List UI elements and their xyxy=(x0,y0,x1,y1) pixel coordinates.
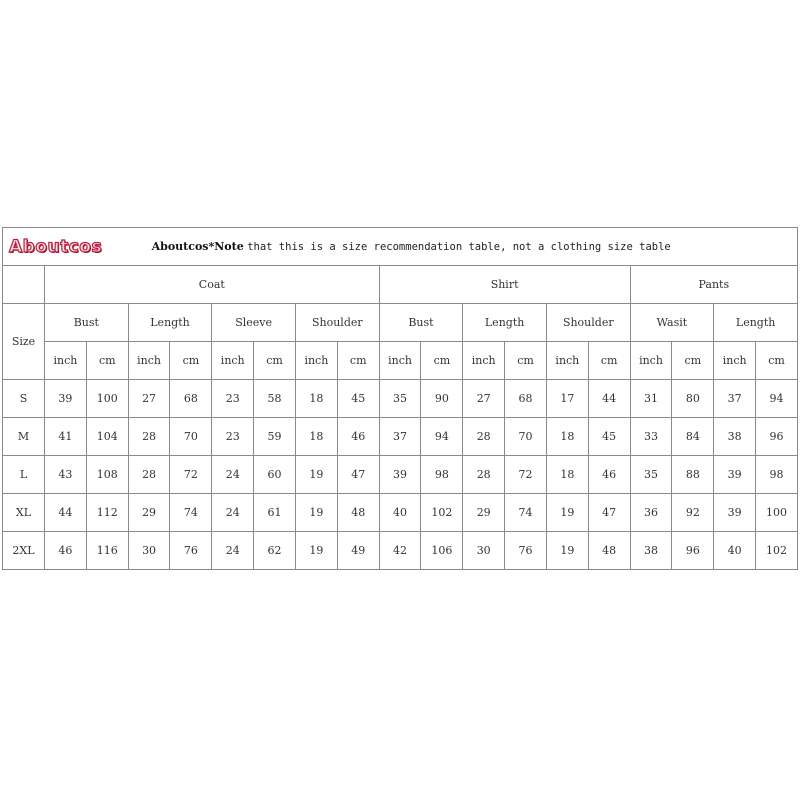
group-coat-header: Coat xyxy=(45,266,380,304)
value-cell: 40 xyxy=(379,494,421,532)
unit-header-inch: inch xyxy=(546,342,588,380)
value-cell: 39 xyxy=(379,456,421,494)
brand-logo: Aboutcos xyxy=(9,236,103,257)
value-cell: 23 xyxy=(212,380,254,418)
value-cell: 47 xyxy=(337,456,379,494)
value-cell: 28 xyxy=(128,418,170,456)
value-cell: 24 xyxy=(212,494,254,532)
table-row xyxy=(3,380,798,418)
value-cell: 88 xyxy=(672,456,714,494)
value-cell: 48 xyxy=(337,494,379,532)
unit-header-cm: cm xyxy=(756,342,798,380)
value-cell: 96 xyxy=(756,418,798,456)
table-row xyxy=(3,532,798,570)
value-cell: 49 xyxy=(337,532,379,570)
value-cell: 59 xyxy=(254,418,296,456)
value-cell: 45 xyxy=(337,380,379,418)
size-column-header: Size xyxy=(3,304,45,380)
value-cell: 28 xyxy=(463,456,505,494)
value-cell: 98 xyxy=(421,456,463,494)
value-cell: 40 xyxy=(714,532,756,570)
table-title-row xyxy=(3,228,798,266)
value-cell: 104 xyxy=(86,418,128,456)
table-title-cell xyxy=(3,228,798,266)
value-cell: 58 xyxy=(254,380,296,418)
size-label-cell: M xyxy=(3,418,45,456)
value-cell: 28 xyxy=(128,456,170,494)
value-cell: 18 xyxy=(546,456,588,494)
unit-header-cm: cm xyxy=(86,342,128,380)
value-cell: 30 xyxy=(463,532,505,570)
unit-header-row xyxy=(3,342,798,380)
group-header-row xyxy=(3,266,798,304)
value-cell: 44 xyxy=(588,380,630,418)
value-cell: 61 xyxy=(254,494,296,532)
size-label-cell: S xyxy=(3,380,45,418)
value-cell: 94 xyxy=(421,418,463,456)
value-cell: 102 xyxy=(421,494,463,532)
value-cell: 62 xyxy=(254,532,296,570)
value-cell: 72 xyxy=(505,456,547,494)
measure-header-shirt-bust: Bust xyxy=(379,304,463,342)
value-cell: 68 xyxy=(170,380,212,418)
value-cell: 19 xyxy=(295,532,337,570)
value-cell: 96 xyxy=(672,532,714,570)
measure-header-coat-sleeve: Sleeve xyxy=(212,304,296,342)
value-cell: 60 xyxy=(254,456,296,494)
unit-header-inch: inch xyxy=(295,342,337,380)
value-cell: 100 xyxy=(756,494,798,532)
table-row xyxy=(3,456,798,494)
value-cell: 35 xyxy=(379,380,421,418)
value-cell: 39 xyxy=(714,456,756,494)
value-cell: 92 xyxy=(672,494,714,532)
value-cell: 17 xyxy=(546,380,588,418)
unit-header-inch: inch xyxy=(630,342,672,380)
measure-header-pants-wasit: Wasit xyxy=(630,304,714,342)
size-label-cell: XL xyxy=(3,494,45,532)
value-cell: 38 xyxy=(714,418,756,456)
note-text: that this is a size recommendation table, not a clothing size table xyxy=(247,240,671,253)
value-cell: 27 xyxy=(128,380,170,418)
size-label-cell: 2XL xyxy=(3,532,45,570)
unit-header-cm: cm xyxy=(421,342,463,380)
value-cell: 80 xyxy=(672,380,714,418)
value-cell: 18 xyxy=(295,380,337,418)
value-cell: 24 xyxy=(212,532,254,570)
value-cell: 37 xyxy=(379,418,421,456)
group-pants-header: Pants xyxy=(630,266,797,304)
measure-header-shirt-shoulder: Shoulder xyxy=(546,304,630,342)
measure-header-shirt-length: Length xyxy=(463,304,547,342)
value-cell: 90 xyxy=(421,380,463,418)
measure-header-pants-length: Length xyxy=(714,304,798,342)
value-cell: 18 xyxy=(295,418,337,456)
value-cell: 19 xyxy=(546,494,588,532)
value-cell: 44 xyxy=(45,494,87,532)
value-cell: 30 xyxy=(128,532,170,570)
value-cell: 24 xyxy=(212,456,254,494)
value-cell: 68 xyxy=(505,380,547,418)
value-cell: 19 xyxy=(295,494,337,532)
unit-header-cm: cm xyxy=(672,342,714,380)
unit-header-cm: cm xyxy=(254,342,296,380)
value-cell: 112 xyxy=(86,494,128,532)
unit-header-cm: cm xyxy=(505,342,547,380)
unit-header-inch: inch xyxy=(45,342,87,380)
value-cell: 41 xyxy=(45,418,87,456)
unit-header-cm: cm xyxy=(170,342,212,380)
value-cell: 106 xyxy=(421,532,463,570)
value-cell: 33 xyxy=(630,418,672,456)
value-cell: 116 xyxy=(86,532,128,570)
table-row xyxy=(3,494,798,532)
value-cell: 76 xyxy=(170,532,212,570)
value-cell: 72 xyxy=(170,456,212,494)
value-cell: 94 xyxy=(756,380,798,418)
value-cell: 36 xyxy=(630,494,672,532)
value-cell: 43 xyxy=(45,456,87,494)
value-cell: 19 xyxy=(295,456,337,494)
value-cell: 74 xyxy=(170,494,212,532)
value-cell: 46 xyxy=(588,456,630,494)
measure-header-coat-bust: Bust xyxy=(45,304,129,342)
value-cell: 45 xyxy=(588,418,630,456)
value-cell: 47 xyxy=(588,494,630,532)
value-cell: 102 xyxy=(756,532,798,570)
measure-header-coat-shoulder: Shoulder xyxy=(295,304,379,342)
value-cell: 23 xyxy=(212,418,254,456)
value-cell: 76 xyxy=(505,532,547,570)
value-cell: 18 xyxy=(546,418,588,456)
value-cell: 35 xyxy=(630,456,672,494)
value-cell: 48 xyxy=(588,532,630,570)
value-cell: 46 xyxy=(337,418,379,456)
note-heading: Aboutcos*Note xyxy=(151,239,244,253)
value-cell: 39 xyxy=(714,494,756,532)
value-cell: 29 xyxy=(463,494,505,532)
value-cell: 29 xyxy=(128,494,170,532)
value-cell: 70 xyxy=(505,418,547,456)
value-cell: 19 xyxy=(546,532,588,570)
unit-header-cm: cm xyxy=(588,342,630,380)
value-cell: 108 xyxy=(86,456,128,494)
value-cell: 37 xyxy=(714,380,756,418)
value-cell: 74 xyxy=(505,494,547,532)
value-cell: 39 xyxy=(45,380,87,418)
value-cell: 84 xyxy=(672,418,714,456)
value-cell: 42 xyxy=(379,532,421,570)
unit-header-inch: inch xyxy=(714,342,756,380)
value-cell: 27 xyxy=(463,380,505,418)
value-cell: 70 xyxy=(170,418,212,456)
unit-header-inch: inch xyxy=(379,342,421,380)
blank-corner-cell xyxy=(3,266,45,304)
unit-header-inch: inch xyxy=(463,342,505,380)
group-shirt-header: Shirt xyxy=(379,266,630,304)
value-cell: 98 xyxy=(756,456,798,494)
measure-header-coat-length: Length xyxy=(128,304,212,342)
size-label-cell: L xyxy=(3,456,45,494)
unit-header-inch: inch xyxy=(212,342,254,380)
value-cell: 100 xyxy=(86,380,128,418)
measure-header-row xyxy=(3,304,798,342)
value-cell: 46 xyxy=(45,532,87,570)
size-chart-table xyxy=(2,227,798,570)
unit-header-cm: cm xyxy=(337,342,379,380)
value-cell: 38 xyxy=(630,532,672,570)
value-cell: 28 xyxy=(463,418,505,456)
table-row xyxy=(3,418,798,456)
value-cell: 31 xyxy=(630,380,672,418)
unit-header-inch: inch xyxy=(128,342,170,380)
